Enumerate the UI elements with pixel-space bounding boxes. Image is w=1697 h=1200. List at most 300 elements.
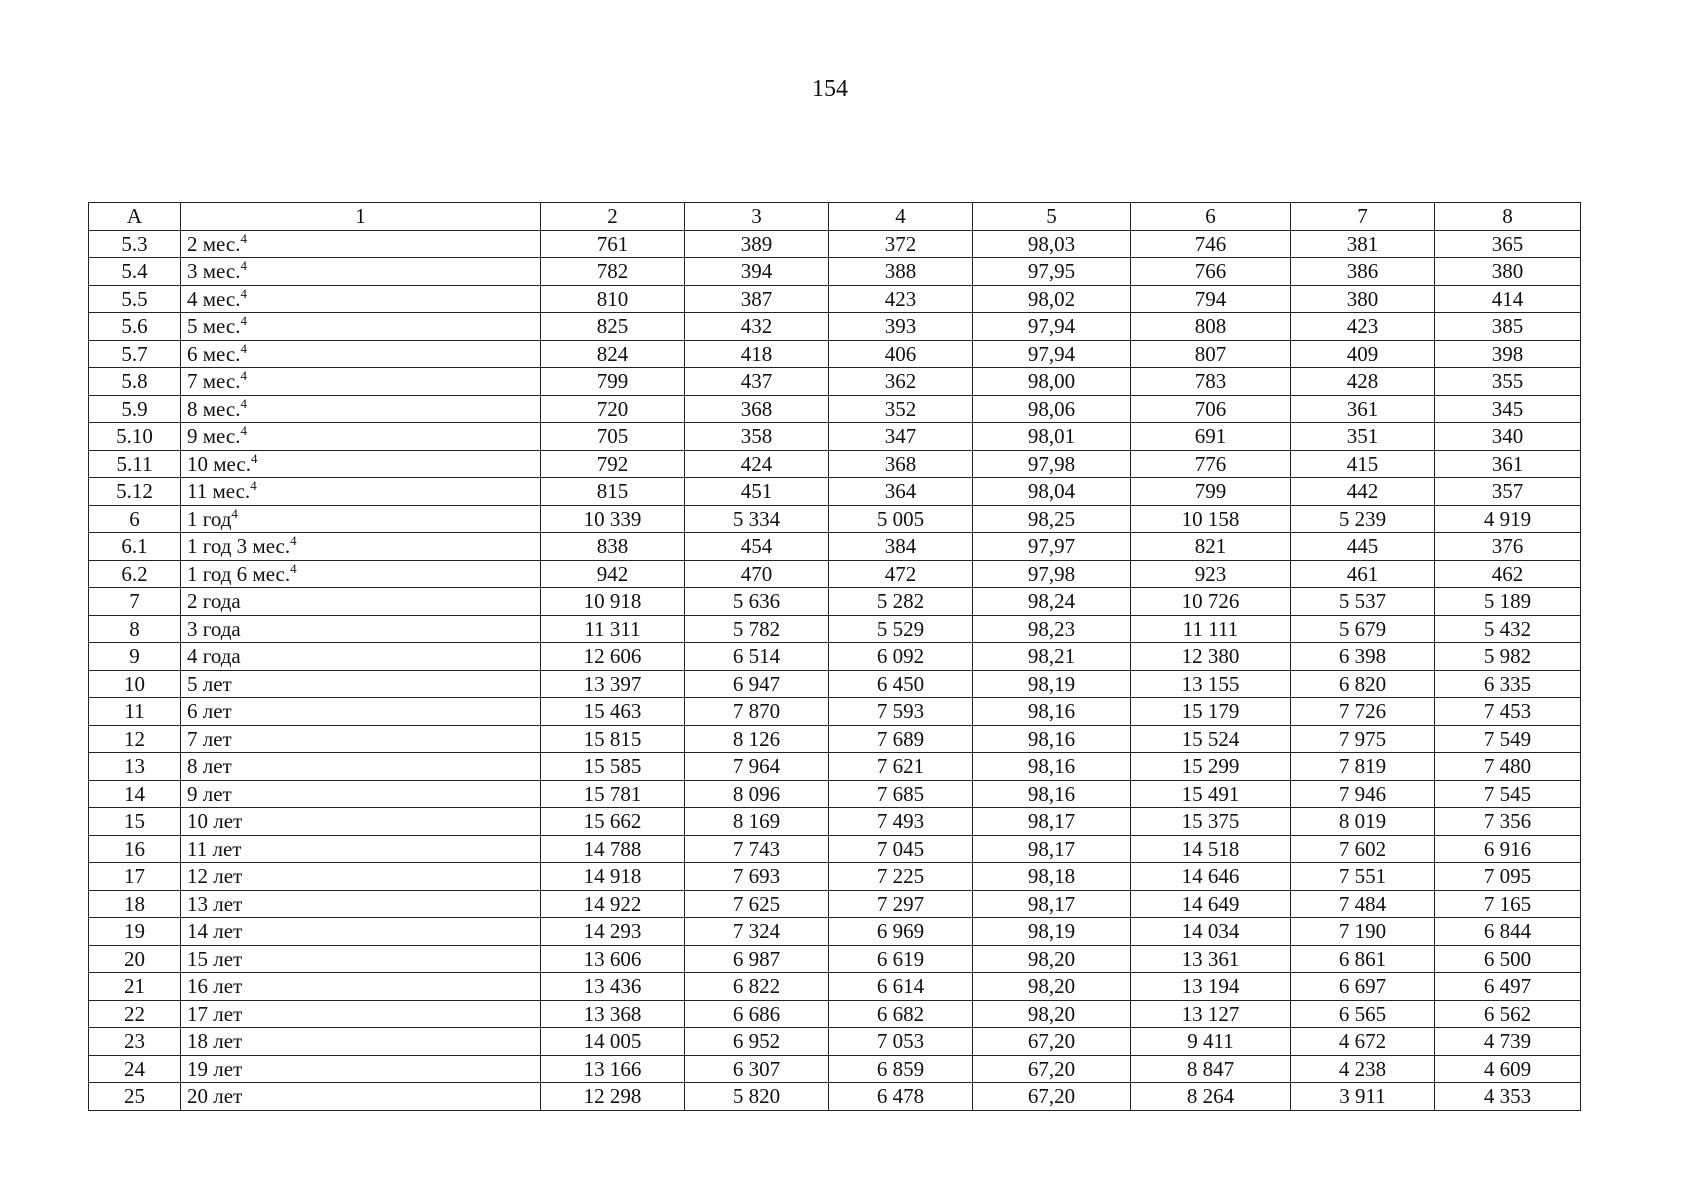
value-cell: 5 679 [1291, 615, 1435, 643]
row-id-cell: 6 [89, 505, 181, 533]
value-cell: 10 918 [541, 588, 685, 616]
value-cell: 8 847 [1131, 1055, 1291, 1083]
value-cell: 376 [1435, 533, 1581, 561]
value-cell: 14 649 [1131, 890, 1291, 918]
value-cell: 3 911 [1291, 1083, 1435, 1111]
value-cell: 97,98 [973, 450, 1131, 478]
table-row [89, 698, 1581, 726]
row-label-cell [181, 395, 541, 423]
row-id-cell: 5.3 [89, 230, 181, 258]
row-id-cell: 12 [89, 725, 181, 753]
row-label-cell [181, 560, 541, 588]
value-cell: 7 726 [1291, 698, 1435, 726]
table-row [89, 1055, 1581, 1083]
row-id-cell: 5.11 [89, 450, 181, 478]
footnote-marker: 4 [240, 395, 247, 411]
value-cell: 8 096 [685, 780, 829, 808]
row-label-text: 5 мес. [187, 314, 241, 339]
value-cell: 365 [1435, 230, 1581, 258]
row-label-cell [181, 615, 541, 643]
row-label-text: 10 мес. [187, 451, 251, 476]
value-cell: 761 [541, 230, 685, 258]
value-cell: 437 [685, 368, 829, 396]
row-label-text: 8 мес. [187, 396, 241, 421]
value-cell: 454 [685, 533, 829, 561]
value-cell: 445 [1291, 533, 1435, 561]
value-cell: 470 [685, 560, 829, 588]
value-cell: 98,16 [973, 725, 1131, 753]
value-cell: 6 398 [1291, 643, 1435, 671]
value-cell: 4 739 [1435, 1028, 1581, 1056]
value-cell: 815 [541, 478, 685, 506]
value-cell: 98,17 [973, 890, 1131, 918]
value-cell: 13 368 [541, 1000, 685, 1028]
value-cell: 5 239 [1291, 505, 1435, 533]
value-cell: 7 480 [1435, 753, 1581, 781]
row-label-cell [181, 368, 541, 396]
value-cell: 472 [829, 560, 973, 588]
value-cell: 6 844 [1435, 918, 1581, 946]
value-cell: 5 005 [829, 505, 973, 533]
value-cell: 705 [541, 423, 685, 451]
row-id-cell: 11 [89, 698, 181, 726]
value-cell: 11 311 [541, 615, 685, 643]
value-cell: 98,19 [973, 918, 1131, 946]
row-id-cell: 14 [89, 780, 181, 808]
row-label-text: 15 лет [187, 946, 243, 971]
value-cell: 380 [1435, 258, 1581, 286]
value-cell: 810 [541, 285, 685, 313]
row-label-cell [181, 643, 541, 671]
row-label-text: 6 мес. [187, 341, 241, 366]
value-cell: 7 045 [829, 835, 973, 863]
value-cell: 766 [1131, 258, 1291, 286]
value-cell: 792 [541, 450, 685, 478]
value-cell: 5 282 [829, 588, 973, 616]
value-cell: 98,01 [973, 423, 1131, 451]
row-label-cell [181, 450, 541, 478]
value-cell: 14 518 [1131, 835, 1291, 863]
row-label-text: 1 год 3 мес. [187, 534, 291, 559]
value-cell: 799 [541, 368, 685, 396]
value-cell: 6 969 [829, 918, 973, 946]
table-row [89, 423, 1581, 451]
footnote-marker: 4 [240, 313, 247, 329]
value-cell: 357 [1435, 478, 1581, 506]
value-cell: 7 549 [1435, 725, 1581, 753]
page-number: 154 [812, 76, 848, 102]
value-cell: 6 614 [829, 973, 973, 1001]
value-cell: 5 820 [685, 1083, 829, 1111]
value-cell: 351 [1291, 423, 1435, 451]
row-id-cell: 7 [89, 588, 181, 616]
value-cell: 6 500 [1435, 945, 1581, 973]
row-id-cell: 16 [89, 835, 181, 863]
value-cell: 7 743 [685, 835, 829, 863]
value-cell: 13 436 [541, 973, 685, 1001]
column-header: 7 [1291, 203, 1435, 231]
row-label-cell [181, 313, 541, 341]
value-cell: 15 179 [1131, 698, 1291, 726]
value-cell: 7 324 [685, 918, 829, 946]
value-cell: 389 [685, 230, 829, 258]
value-cell: 13 155 [1131, 670, 1291, 698]
column-header: 6 [1131, 203, 1291, 231]
value-cell: 821 [1131, 533, 1291, 561]
value-cell: 7 689 [829, 725, 973, 753]
row-id-cell: 24 [89, 1055, 181, 1083]
row-label-cell [181, 258, 541, 286]
value-cell: 15 585 [541, 753, 685, 781]
value-cell: 6 562 [1435, 1000, 1581, 1028]
value-cell: 355 [1435, 368, 1581, 396]
value-cell: 12 606 [541, 643, 685, 671]
value-cell: 11 111 [1131, 615, 1291, 643]
row-label-cell [181, 285, 541, 313]
value-cell: 364 [829, 478, 973, 506]
value-cell: 428 [1291, 368, 1435, 396]
value-cell: 461 [1291, 560, 1435, 588]
table-row [89, 890, 1581, 918]
table-row [89, 478, 1581, 506]
value-cell: 98,06 [973, 395, 1131, 423]
row-id-cell: 9 [89, 643, 181, 671]
value-cell: 6 514 [685, 643, 829, 671]
table-row [89, 835, 1581, 863]
value-cell: 7 225 [829, 863, 973, 891]
row-label-text: 7 лет [187, 726, 232, 751]
row-id-cell: 21 [89, 973, 181, 1001]
row-label-text: 11 мес. [187, 479, 251, 504]
value-cell: 7 297 [829, 890, 973, 918]
footnote-marker: 4 [240, 258, 247, 274]
row-label-text: 2 мес. [187, 231, 241, 256]
row-label-cell [181, 478, 541, 506]
value-cell: 6 686 [685, 1000, 829, 1028]
value-cell: 4 609 [1435, 1055, 1581, 1083]
column-header: 2 [541, 203, 685, 231]
value-cell: 386 [1291, 258, 1435, 286]
value-cell: 340 [1435, 423, 1581, 451]
row-id-cell: 5.4 [89, 258, 181, 286]
row-label-text: 6 лет [187, 699, 232, 724]
value-cell: 4 919 [1435, 505, 1581, 533]
value-cell: 462 [1435, 560, 1581, 588]
column-header: А [89, 203, 181, 231]
column-header: 3 [685, 203, 829, 231]
row-label-cell [181, 725, 541, 753]
value-cell: 15 463 [541, 698, 685, 726]
value-cell: 15 299 [1131, 753, 1291, 781]
value-cell: 398 [1435, 340, 1581, 368]
row-label-cell [181, 1055, 541, 1083]
value-cell: 406 [829, 340, 973, 368]
value-cell: 824 [541, 340, 685, 368]
row-label-text: 18 лет [187, 1029, 243, 1054]
footnote-marker: 4 [231, 505, 238, 521]
value-cell: 5 529 [829, 615, 973, 643]
row-id-cell: 22 [89, 1000, 181, 1028]
value-cell: 15 781 [541, 780, 685, 808]
footnote-marker: 4 [240, 340, 247, 356]
value-cell: 385 [1435, 313, 1581, 341]
value-cell: 352 [829, 395, 973, 423]
value-cell: 7 484 [1291, 890, 1435, 918]
value-cell: 7 551 [1291, 863, 1435, 891]
table-row [89, 753, 1581, 781]
footnote-marker: 4 [250, 478, 257, 494]
value-cell: 12 380 [1131, 643, 1291, 671]
value-cell: 13 194 [1131, 973, 1291, 1001]
row-label-cell [181, 808, 541, 836]
column-header: 1 [181, 203, 541, 231]
value-cell: 799 [1131, 478, 1291, 506]
row-id-cell: 19 [89, 918, 181, 946]
row-id-cell: 6.1 [89, 533, 181, 561]
value-cell: 746 [1131, 230, 1291, 258]
row-label-text: 19 лет [187, 1056, 243, 1081]
value-cell: 5 982 [1435, 643, 1581, 671]
row-label-text: 17 лет [187, 1001, 243, 1026]
value-cell: 409 [1291, 340, 1435, 368]
value-cell: 808 [1131, 313, 1291, 341]
row-label-text: 8 лет [187, 754, 232, 779]
value-cell: 4 238 [1291, 1055, 1435, 1083]
value-cell: 7 545 [1435, 780, 1581, 808]
value-cell: 14 922 [541, 890, 685, 918]
value-cell: 15 815 [541, 725, 685, 753]
row-label-cell [181, 918, 541, 946]
row-label-text: 14 лет [187, 919, 243, 944]
value-cell: 7 602 [1291, 835, 1435, 863]
header-row [89, 203, 1581, 231]
row-label-cell [181, 890, 541, 918]
value-cell: 942 [541, 560, 685, 588]
value-cell: 67,20 [973, 1083, 1131, 1111]
value-cell: 10 158 [1131, 505, 1291, 533]
table-row [89, 1083, 1581, 1111]
value-cell: 6 497 [1435, 973, 1581, 1001]
value-cell: 98,19 [973, 670, 1131, 698]
row-id-cell: 20 [89, 945, 181, 973]
value-cell: 13 361 [1131, 945, 1291, 973]
value-cell: 423 [829, 285, 973, 313]
value-cell: 98,04 [973, 478, 1131, 506]
table-row [89, 780, 1581, 808]
row-id-cell: 8 [89, 615, 181, 643]
value-cell: 97,98 [973, 560, 1131, 588]
table-row [89, 588, 1581, 616]
value-cell: 432 [685, 313, 829, 341]
value-cell: 414 [1435, 285, 1581, 313]
row-label-cell [181, 423, 541, 451]
table-row [89, 450, 1581, 478]
row-label-cell [181, 588, 541, 616]
value-cell: 15 491 [1131, 780, 1291, 808]
value-cell: 7 621 [829, 753, 973, 781]
value-cell: 691 [1131, 423, 1291, 451]
table-row [89, 863, 1581, 891]
value-cell: 5 432 [1435, 615, 1581, 643]
value-cell: 98,18 [973, 863, 1131, 891]
value-cell: 13 397 [541, 670, 685, 698]
value-cell: 423 [1291, 313, 1435, 341]
value-cell: 6 987 [685, 945, 829, 973]
value-cell: 451 [685, 478, 829, 506]
data-table [88, 202, 1581, 1111]
row-label-text: 5 лет [187, 671, 232, 696]
row-label-cell [181, 670, 541, 698]
table-row [89, 643, 1581, 671]
value-cell: 7 946 [1291, 780, 1435, 808]
value-cell: 372 [829, 230, 973, 258]
value-cell: 358 [685, 423, 829, 451]
value-cell: 98,00 [973, 368, 1131, 396]
value-cell: 8 264 [1131, 1083, 1291, 1111]
row-id-cell: 5.9 [89, 395, 181, 423]
value-cell: 794 [1131, 285, 1291, 313]
value-cell: 6 092 [829, 643, 973, 671]
value-cell: 7 453 [1435, 698, 1581, 726]
value-cell: 7 975 [1291, 725, 1435, 753]
value-cell: 98,20 [973, 945, 1131, 973]
value-cell: 12 298 [541, 1083, 685, 1111]
value-cell: 394 [685, 258, 829, 286]
value-cell: 67,20 [973, 1028, 1131, 1056]
value-cell: 6 565 [1291, 1000, 1435, 1028]
value-cell: 7 493 [829, 808, 973, 836]
value-cell: 6 450 [829, 670, 973, 698]
row-label-cell [181, 340, 541, 368]
column-header: 8 [1435, 203, 1581, 231]
value-cell: 783 [1131, 368, 1291, 396]
value-cell: 14 005 [541, 1028, 685, 1056]
value-cell: 10 726 [1131, 588, 1291, 616]
table-row [89, 560, 1581, 588]
value-cell: 7 095 [1435, 863, 1581, 891]
value-cell: 368 [685, 395, 829, 423]
row-label-text: 11 лет [187, 836, 242, 861]
value-cell: 13 166 [541, 1055, 685, 1083]
footnote-marker: 4 [240, 285, 247, 301]
row-label-text: 7 мес. [187, 369, 241, 394]
table-row [89, 285, 1581, 313]
value-cell: 393 [829, 313, 973, 341]
value-cell: 5 782 [685, 615, 829, 643]
value-cell: 923 [1131, 560, 1291, 588]
row-label-text: 1 год 6 мес. [187, 561, 291, 586]
value-cell: 345 [1435, 395, 1581, 423]
table-body [89, 230, 1581, 1110]
row-id-cell: 5.6 [89, 313, 181, 341]
row-label-text: 20 лет [187, 1084, 243, 1109]
value-cell: 14 034 [1131, 918, 1291, 946]
table-row [89, 313, 1581, 341]
column-header: 5 [973, 203, 1131, 231]
row-label-text: 4 мес. [187, 286, 241, 311]
footnote-marker: 4 [290, 560, 297, 576]
value-cell: 838 [541, 533, 685, 561]
value-cell: 6 619 [829, 945, 973, 973]
row-id-cell: 6.2 [89, 560, 181, 588]
table-row [89, 973, 1581, 1001]
row-label-cell [181, 945, 541, 973]
value-cell: 807 [1131, 340, 1291, 368]
value-cell: 4 672 [1291, 1028, 1435, 1056]
row-label-text: 16 лет [187, 974, 243, 999]
row-id-cell: 5.7 [89, 340, 181, 368]
value-cell: 7 819 [1291, 753, 1435, 781]
value-cell: 384 [829, 533, 973, 561]
value-cell: 5 334 [685, 505, 829, 533]
value-cell: 14 646 [1131, 863, 1291, 891]
row-label-text: 12 лет [187, 864, 243, 889]
value-cell: 5 537 [1291, 588, 1435, 616]
value-cell: 782 [541, 258, 685, 286]
value-cell: 381 [1291, 230, 1435, 258]
value-cell: 6 335 [1435, 670, 1581, 698]
row-id-cell: 5.5 [89, 285, 181, 313]
value-cell: 98,16 [973, 780, 1131, 808]
table-row [89, 368, 1581, 396]
footnote-marker: 4 [290, 533, 297, 549]
value-cell: 97,94 [973, 313, 1131, 341]
value-cell: 98,25 [973, 505, 1131, 533]
value-cell: 362 [829, 368, 973, 396]
value-cell: 415 [1291, 450, 1435, 478]
value-cell: 776 [1131, 450, 1291, 478]
value-cell: 14 788 [541, 835, 685, 863]
row-id-cell: 25 [89, 1083, 181, 1111]
row-label-cell [181, 533, 541, 561]
row-label-text: 9 лет [187, 781, 232, 806]
value-cell: 15 662 [541, 808, 685, 836]
row-id-cell: 5.10 [89, 423, 181, 451]
row-label-text: 4 года [187, 644, 241, 669]
row-label-text: 9 мес. [187, 424, 241, 449]
value-cell: 7 356 [1435, 808, 1581, 836]
value-cell: 97,94 [973, 340, 1131, 368]
footnote-marker: 4 [240, 423, 247, 439]
value-cell: 7 593 [829, 698, 973, 726]
row-id-cell: 15 [89, 808, 181, 836]
value-cell: 9 411 [1131, 1028, 1291, 1056]
row-id-cell: 5.12 [89, 478, 181, 506]
value-cell: 97,95 [973, 258, 1131, 286]
value-cell: 13 606 [541, 945, 685, 973]
value-cell: 361 [1291, 395, 1435, 423]
value-cell: 98,03 [973, 230, 1131, 258]
row-label-cell [181, 1083, 541, 1111]
value-cell: 15 524 [1131, 725, 1291, 753]
table-row [89, 230, 1581, 258]
value-cell: 98,20 [973, 1000, 1131, 1028]
value-cell: 67,20 [973, 1055, 1131, 1083]
value-cell: 442 [1291, 478, 1435, 506]
value-cell: 10 339 [541, 505, 685, 533]
row-label-cell [181, 973, 541, 1001]
row-label-cell [181, 698, 541, 726]
value-cell: 6 822 [685, 973, 829, 1001]
row-label-cell [181, 505, 541, 533]
row-id-cell: 10 [89, 670, 181, 698]
value-cell: 97,97 [973, 533, 1131, 561]
value-cell: 347 [829, 423, 973, 451]
table-row [89, 670, 1581, 698]
value-cell: 8 169 [685, 808, 829, 836]
value-cell: 388 [829, 258, 973, 286]
value-cell: 368 [829, 450, 973, 478]
